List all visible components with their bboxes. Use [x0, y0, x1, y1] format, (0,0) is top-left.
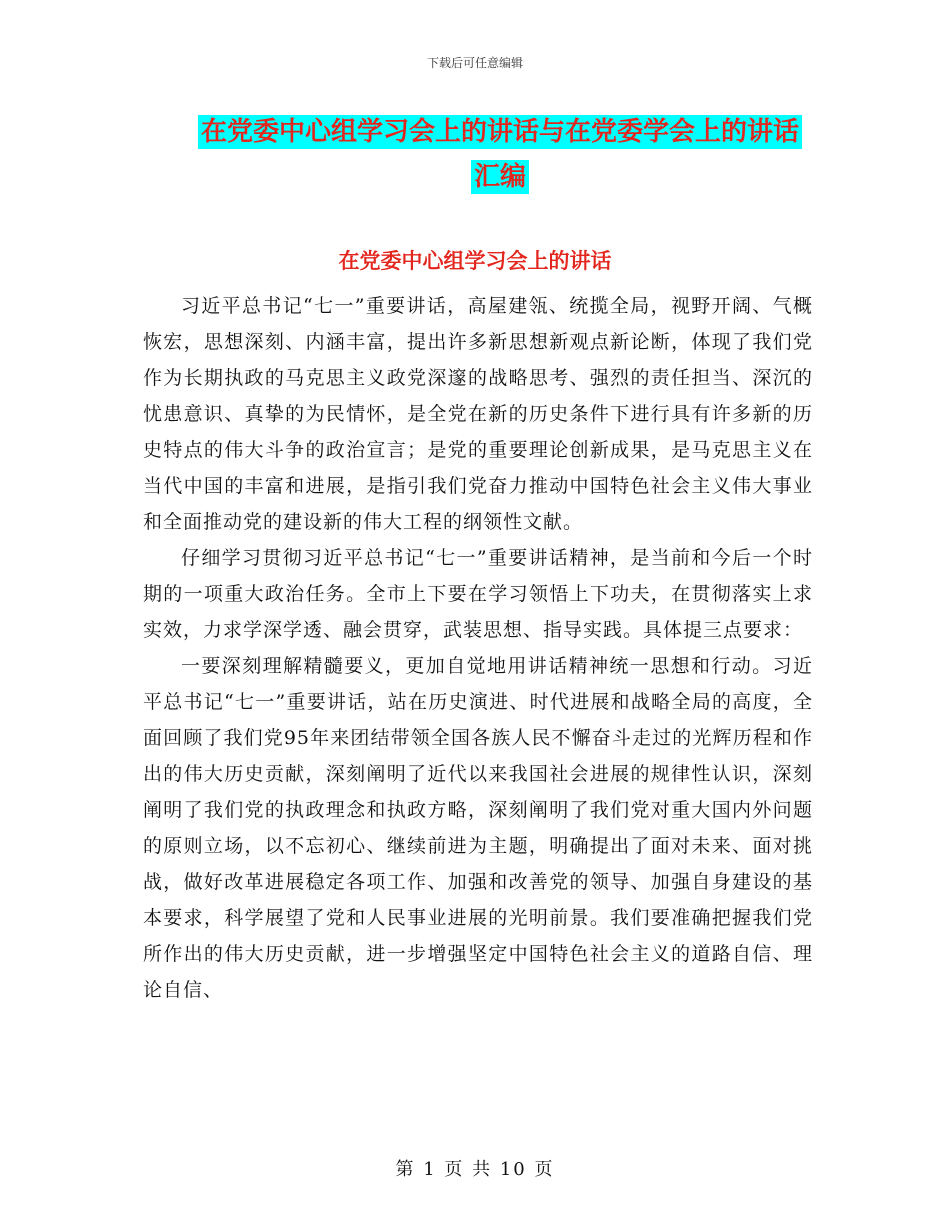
- document-body: [143, 288, 813, 1008]
- section-title: 在党委中心组学习会上的讲话: [338, 249, 612, 273]
- document-title-line-2: 汇编: [471, 160, 529, 194]
- document-title: [140, 110, 860, 200]
- document-title-line-1: 在党委中心组学习会上的讲话与在党委学会上的讲话: [198, 115, 802, 149]
- body-paragraph: 习近平总书记“七一”重要讲话，高屋建瓴、统揽全局，视野开阔、气概恢宏，思想深刻、内涵丰富，提出许多新思想新观点新论断，体现了我们党作为长期执政的马克思主义政党深邃的战略思考、强烈的责任担当、深沉的忧患意识、真挚的为民情怀，是全党在新的历史条件下进行具有许多新的历史特点的伟大斗争的政治宣言；是党的重要理论创新成果，是马克思主义在当代中国的丰富和进展，是指引我们党奋力推动中国特色社会主义伟大事业和全面推动党的建设新的伟大工程的纲领性文献。: [143, 295, 813, 533]
- body-paragraph: 仔细学习贯彻习近平总书记“七一”重要讲话精神，是当前和今后一个时期的一项重大政治任务。全市上下要在学习领悟上下功夫，在贯彻落实上求实效，力求学深学透、融会贯穿，武装思想、指导实践。具体提三点要求：: [143, 547, 813, 641]
- page-header-note: 下载后可任意编辑: [426, 56, 523, 70]
- body-paragraph: 一要深刻理解精髓要义，更加自觉地用讲话精神统一思想和行动。习近平总书记“七一”重要讲话，站在历史演进、时代进展和战略全局的高度，全面回顾了我们党95年来团结带领全国各族人民不懈奋斗走过的光辉历程和作出的伟大历史贡献，深刻阐明了近代以来我国社会进展的规律性认识，深刻阐明了我们党的执政理念和执政方略，深刻阐明了我们党对重大国内外问题的原则立场，以不忘初心、继续前进为主题，明确提出了面对未来、面对挑战，做好改革进展稳定各项工作、加强和改善党的领导、加强自身建设的基本要求，科学展望了党和人民事业进展的光明前景。我们要准确把握我们党所作出的伟大历史贡献，进一步增强坚定中国特色社会主义的道路自信、理论自信、: [143, 655, 813, 1001]
- page-number: 第 1 页 共 10 页: [395, 1159, 555, 1180]
